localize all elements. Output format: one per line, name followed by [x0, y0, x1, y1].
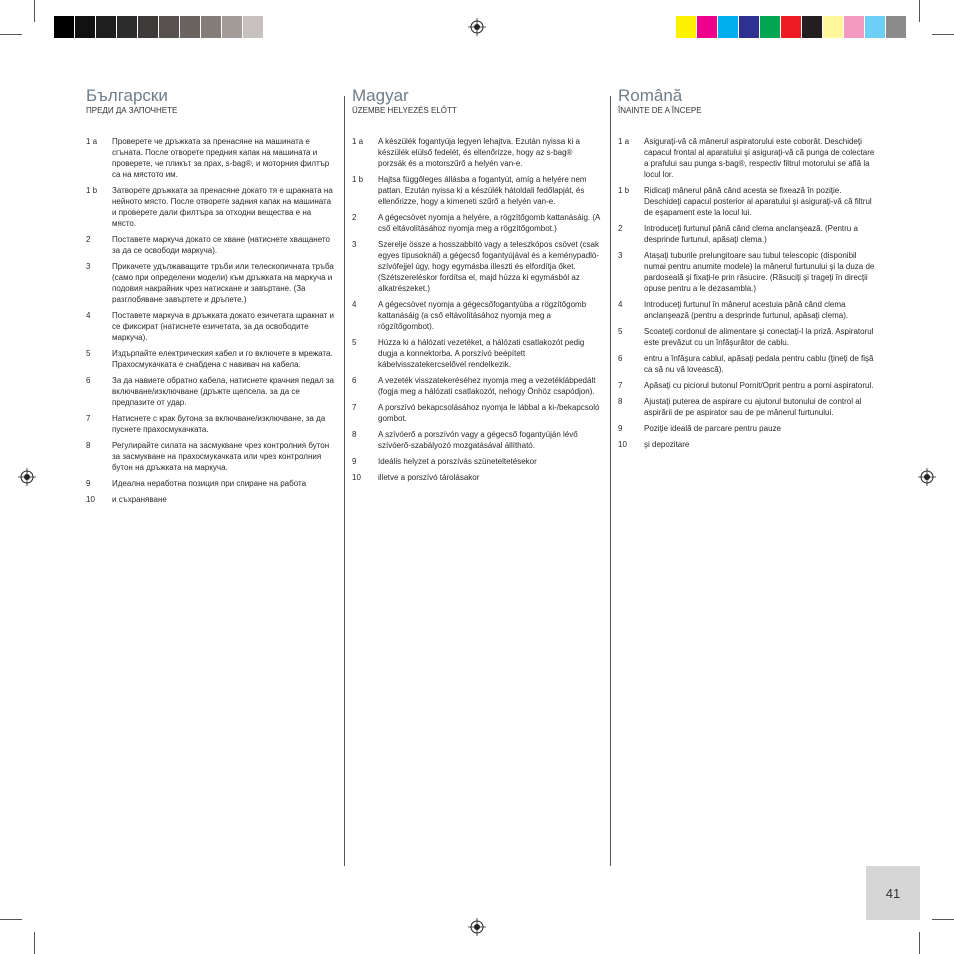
instruction-list: [618, 136, 880, 450]
step-number: 10: [352, 473, 361, 482]
step-text: Scoateţi cordonul de alimentare şi conectaţi-l la priză. Aspiratorul este prevăzut cu un înfăşurător de cablu.: [644, 327, 874, 347]
color-swatch: [781, 16, 802, 38]
section-title: Română: [618, 86, 683, 105]
step-text: Introduceţi furtunul până când clema anclanşează. (Pentru a desprinde furtunul, apăsaţi clema.): [644, 224, 858, 244]
registration-mark-icon: [918, 468, 936, 486]
list-item: [352, 456, 602, 467]
step-number: 2: [352, 213, 357, 222]
list-item: [86, 261, 336, 305]
step-number: 6: [352, 376, 357, 385]
step-text: Hajtsa függőleges állásba a fogantyút, amíg a helyére nem pattan. Ezután nyissa ki a készülék hátoldali fedőlapját, és ellenőrizze, hogy a kimeneti szűrő a helyén van-e.: [378, 175, 587, 206]
step-text: Szerelje össze a hosszabbító vagy a teleszkópos csövet (csak egyes típusoknál) a gégecső fogantyújával és a keménypadló-szívófejjel úgy, hogy egymásba illeszti és elfordítja őket. (Szétszereléskor fordítsa el, majd húzza ki egymásból az alkatrészeket.): [378, 240, 600, 293]
step-number: 2: [86, 235, 91, 244]
step-number: 9: [86, 479, 91, 488]
step-number: 4: [86, 311, 91, 320]
color-swatch: [159, 16, 180, 38]
step-text: За да навиете обратно кабела, натиснете крачния педал за включване/изключване (дръжте щепсела. за да се предпазите от удар.: [112, 376, 334, 407]
list-item: [352, 239, 602, 294]
color-swatch: [760, 16, 781, 38]
color-swatch: [201, 16, 222, 38]
step-text: A porszívó bekapcsolásához nyomja le lábbal a ki-/bekapcsoló gombot.: [378, 403, 600, 423]
list-item: [618, 353, 880, 375]
step-text: Ataşaţi tuburile prelungitoare sau tubul telescopic (disponibil numai pentru anumite modele) la mânerul furtunului şi la duza de pardoseală şi fixaţi-le prin răsucire. (Răsuciţi şi trageţi în direcţii opuse pentru a le dezasambla.): [644, 251, 875, 293]
color-swatch: [222, 16, 243, 38]
list-item: [618, 223, 880, 245]
step-number: 3: [352, 240, 357, 249]
step-text: Прикачете удължаващите тръби или телескопичната тръба (само при определени модели) към дръжката на маркуча и подовия накрайник чрез натискане и завъртане. (За разглобяване завъртете и дръпете.): [112, 262, 334, 304]
step-text: Идеална неработна позиция при спиране на работа: [112, 479, 307, 488]
list-item: [352, 212, 602, 234]
registration-mark-icon: [468, 918, 486, 936]
list-item: [86, 348, 336, 370]
step-number: 9: [618, 424, 623, 433]
page-number: 41: [866, 866, 920, 920]
color-swatch: [676, 16, 697, 38]
list-item: [352, 402, 602, 424]
step-number: 1 b: [352, 175, 364, 184]
color-bar-icon: [676, 16, 907, 38]
step-number: 1 a: [352, 137, 364, 146]
step-number: 7: [352, 403, 357, 412]
step-number: 10: [86, 495, 95, 504]
color-swatch: [243, 16, 264, 38]
list-item: [352, 472, 602, 483]
list-item: [86, 413, 336, 435]
step-number: 8: [618, 397, 623, 406]
color-swatch: [823, 16, 844, 38]
step-number: 1 b: [618, 186, 630, 195]
step-number: 5: [352, 338, 357, 347]
column-hungarian: [352, 86, 602, 488]
color-swatch: [865, 16, 886, 38]
color-swatch: [180, 16, 201, 38]
list-item: [618, 326, 880, 348]
step-number: 5: [86, 349, 91, 358]
step-text: Регулирайте силата на засмукване чрез контролния бутон за засмукване на прахосмукачката или чрез контролния бутон на дръжката на маркуча.: [112, 441, 330, 472]
step-text: Ajustaţi puterea de aspirare cu ajutorul butonului de control al aspirării de pe aspirator sau de pe mânerul furtunului.: [644, 397, 862, 417]
list-item: [86, 478, 336, 489]
list-item: [352, 299, 602, 332]
color-swatch: [697, 16, 718, 38]
step-text: Ideális helyzet a porszívás szüneteltetésekor: [378, 457, 537, 466]
color-swatch: [802, 16, 823, 38]
step-number: 5: [618, 327, 623, 336]
color-swatch: [718, 16, 739, 38]
instruction-list: [86, 136, 336, 505]
list-item: [352, 136, 602, 169]
crop-mark-icon: [919, 932, 920, 954]
step-number: 9: [352, 457, 357, 466]
step-number: 1 b: [86, 186, 98, 195]
color-swatch: [54, 16, 75, 38]
step-text: Húzza ki a hálózati vezetéket, a hálózati csatlakozót pedig dugja a konnektorba. A porszívó beépített kábelvisszatekercselővel rendelkezik.: [378, 338, 585, 369]
list-item: [618, 136, 880, 180]
section-title: Magyar: [352, 86, 409, 105]
list-item: [86, 185, 336, 229]
step-number: 10: [618, 440, 627, 449]
list-item: [618, 439, 880, 450]
crop-mark-icon: [932, 34, 954, 35]
list-item: [352, 375, 602, 397]
list-item: [618, 299, 880, 321]
color-swatch: [844, 16, 865, 38]
color-swatch: [117, 16, 138, 38]
color-swatch: [886, 16, 907, 38]
section-subtitle: ÜZEMBE HELYEZÉS ELŐTT: [352, 106, 457, 115]
step-text: A vezeték visszatekeréséhez nyomja meg a vezetéklábpedált (fogja meg a hálózati csatlakozót, nehogy Önhöz csapódjon).: [378, 376, 596, 396]
list-item: [618, 380, 880, 391]
list-item: [86, 440, 336, 473]
color-swatch: [96, 16, 117, 38]
step-text: Poziţie ideală de parcare pentru pauze: [644, 424, 781, 433]
list-item: [618, 185, 880, 218]
step-number: 7: [86, 414, 91, 423]
step-text: Apăsaţi cu piciorul butonul Pornit/Oprit pentru a porni aspiratorul.: [644, 381, 874, 390]
step-text: Asiguraţi-vă că mânerul aspiratorului este coborât. Deschideţi capacul frontal al aparatului şi asiguraţi-vă că punga de colectare a prafului sau punga s-bag®, respectiv filtrul motorului se află la locul lor.: [644, 137, 875, 179]
step-number: 8: [86, 441, 91, 450]
color-swatch: [264, 16, 285, 38]
step-number: 7: [618, 381, 623, 390]
step-text: A készülék fogantyúja legyen lehajtva. Ezután nyissa ki a készülék elülső fedelét, és ellenőrizze, hogy az s-bag® porzsák és a motorszűrő a helyén van-e.: [378, 137, 580, 168]
step-text: Ridicaţi mânerul până când acesta se fixează în poziţie. Deschideţi capacul posterior al aparatului şi asiguraţi-vă că filtrul de eşapament este la locul lui.: [644, 186, 872, 217]
step-number: 1 a: [86, 137, 98, 146]
step-text: Проверете че дръжката за пренасяне на машината е сгъната. После отворете предния капак на машината и проверете, че пликът за прах, s-bag®, и моторния филтър са на мястото им.: [112, 137, 330, 179]
step-text: şi depozitare: [644, 440, 690, 449]
color-swatch: [138, 16, 159, 38]
step-number: 3: [86, 262, 91, 271]
step-number: 3: [618, 251, 623, 260]
color-swatch: [75, 16, 96, 38]
list-item: [618, 396, 880, 418]
column-bulgarian: [86, 86, 336, 510]
section-subtitle: ÎNAINTE DE A ÎNCEPE: [618, 106, 702, 115]
crop-mark-icon: [932, 919, 954, 920]
list-item: [352, 429, 602, 451]
column-romanian: [618, 86, 880, 455]
step-text: и съхраняване: [112, 495, 167, 504]
step-text: Поставете маркуча докато се хване (натиснете хващането за да се освободи маркуча).: [112, 235, 330, 255]
list-item: [618, 250, 880, 294]
step-number: 4: [618, 300, 623, 309]
step-text: Затворете дръжката за пренасяне докато тя е щракната на нейното място. После отворете задния капак на машината и проверете дали филтъра за отходни вещества е на място.: [112, 186, 333, 228]
step-number: 6: [86, 376, 91, 385]
list-item: [86, 494, 336, 505]
step-text: Издърпайте електрическия кабел и го включете в мрежата. Прахосмукачката е снабдена с навивач на кабела.: [112, 349, 333, 369]
step-text: A gégecsövet nyomja a gégecsőfogantyúba a rögzítőgomb kattanásáig (a cső eltávolításához nyomja meg a rögzítőgombot).: [378, 300, 587, 331]
crop-mark-icon: [0, 34, 22, 35]
step-text: Поставете маркуча в дръжката докато езичетата щракнат и се фиксират (натиснете езичетата, за да освободите маркуча).: [112, 311, 334, 342]
color-bar-icon: [54, 16, 285, 38]
crop-mark-icon: [34, 932, 35, 954]
step-text: Introduceţi furtunul în mânerul acestuia până când clema anclanşează (pentru a desprinde furtunul, apăsaţi clema).: [644, 300, 849, 320]
step-number: 6: [618, 354, 623, 363]
step-text: illetve a porszívó tárolásakor: [378, 473, 480, 482]
registration-mark-icon: [18, 468, 36, 486]
step-text: entru a înfăşura cablul, apăsaţi pedala pentru cablu (ţineţi de fişă ca să nu vă lovească).: [644, 354, 874, 374]
list-item: [352, 337, 602, 370]
crop-mark-icon: [919, 0, 920, 22]
list-item: [86, 234, 336, 256]
step-number: 8: [352, 430, 357, 439]
list-item: [618, 423, 880, 434]
list-item: [86, 375, 336, 408]
step-number: 4: [352, 300, 357, 309]
step-text: A szívóerő a porszívón vagy a gégecső fogantyúján lévő szívóerő-szabályozó mozgatásával állítható.: [378, 430, 578, 450]
crop-mark-icon: [0, 919, 22, 920]
column-divider: [344, 96, 345, 866]
step-number: 1 a: [618, 137, 630, 146]
crop-mark-icon: [34, 0, 35, 22]
step-text: Натиснете с крак бутона за включване/изключване, за да пуснете прахосмукачката.: [112, 414, 326, 434]
list-item: [86, 310, 336, 343]
color-swatch: [739, 16, 760, 38]
section-subtitle: ПРЕДИ ДА ЗАПОЧНЕТЕ: [86, 106, 178, 115]
list-item: [352, 174, 602, 207]
section-title: Български: [86, 86, 168, 105]
step-text: A gégecsövet nyomja a helyére, a rögzítőgomb kattanásáig. (A cső eltávolításához nyomja meg a rögzítőgombot.): [378, 213, 600, 233]
column-divider: [610, 96, 611, 866]
instruction-list: [352, 136, 602, 483]
list-item: [86, 136, 336, 180]
registration-mark-icon: [468, 18, 486, 36]
step-number: 2: [618, 224, 623, 233]
